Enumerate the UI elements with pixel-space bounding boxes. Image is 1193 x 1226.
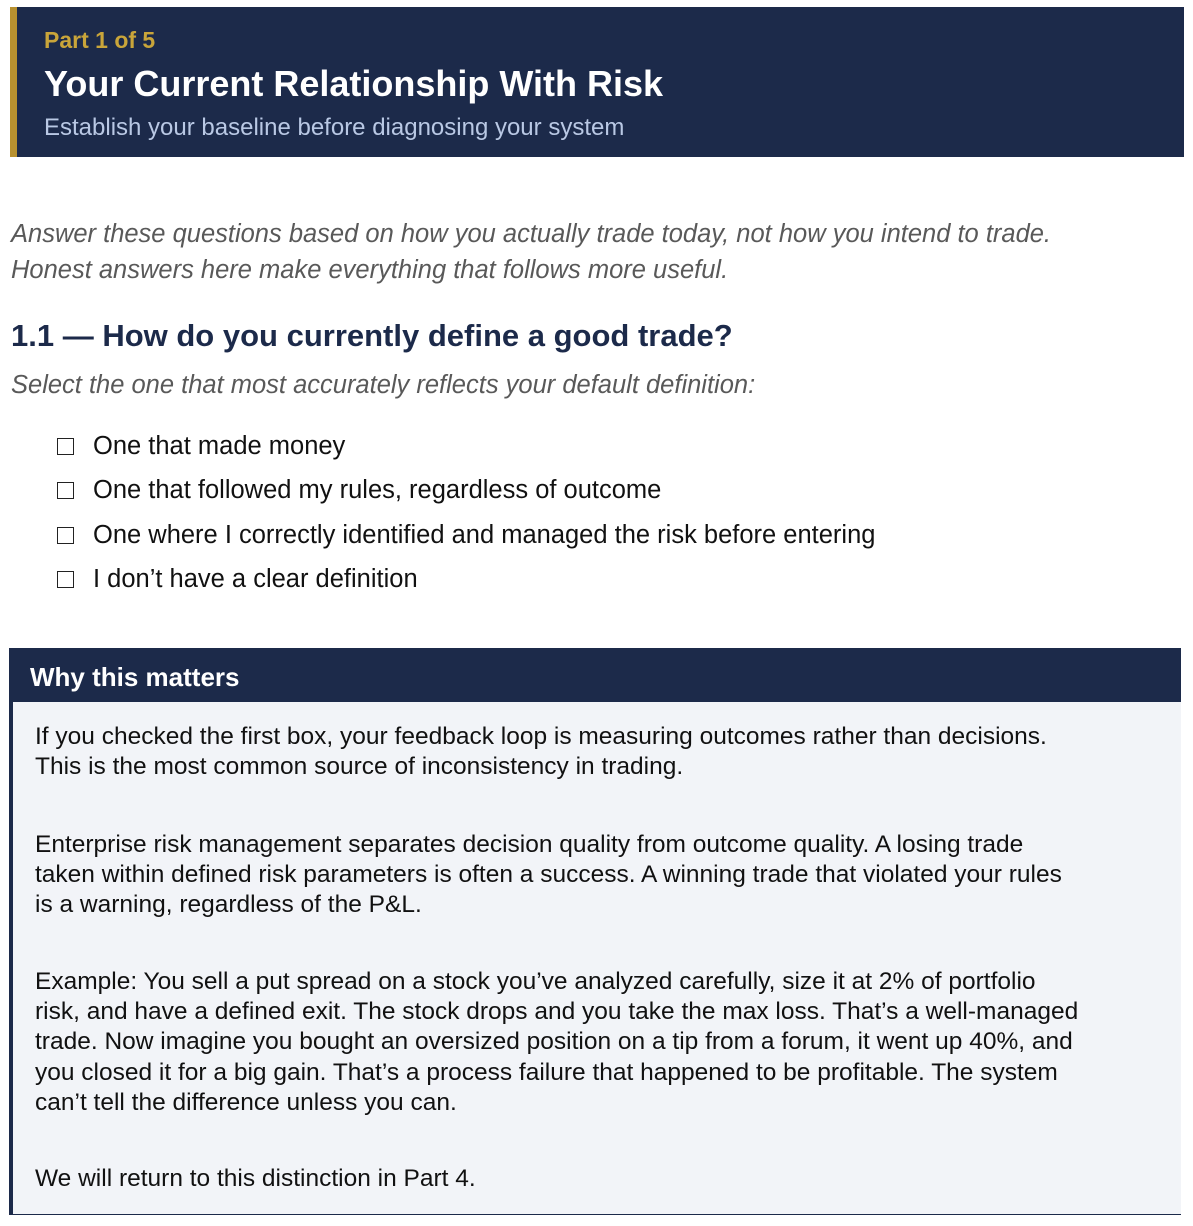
part-label: Part 1 of 5 [44,27,156,53]
intro-text [11,216,1181,288]
callout-paragraph [35,722,1047,782]
option-label: One that made money [93,431,346,460]
question-title: 1.1 — How do you currently define a good trade? [11,318,733,353]
callout-line: can’t tell the difference unless you can. [35,1088,457,1116]
callout-line: you closed it for a big gain. That’s a process failure that happened to be profitable. The system [35,1058,1058,1086]
option-label: I don’t have a clear definition [93,565,418,594]
option-label: One where I correctly identified and managed the risk before entering [93,520,876,549]
callout-line: Enterprise risk management separates decision quality from outcome quality. A losing trade [35,831,1024,858]
option-made-money[interactable] [57,424,875,469]
checkbox-icon[interactable] [57,571,74,588]
option-managed-risk[interactable] [57,513,875,558]
callout-line: This is the most common source of inconsistency in trading. [35,753,684,781]
callout-line: taken within defined risk parameters is often a success. A winning trade that violated your rules [35,861,1062,889]
checkbox-icon[interactable] [57,438,74,455]
callout-paragraph [35,830,1062,921]
callout-paragraph [35,1164,476,1194]
callout-line: We will return to this distinction in Part 4. [35,1165,476,1192]
option-followed-rules[interactable] [57,469,875,514]
callout-line: If you checked the first box, your feedback loop is measuring outcomes rather than decisions. [35,723,1047,750]
callout-line: is a warning, regardless of the P&L. [35,891,422,919]
callout-line: trade. Now imagine you bought an oversized position on a tip from a forum, it went up 40%, and [35,1028,1073,1056]
page-title: Your Current Relationship With Risk [44,63,664,104]
callout-line: Example: You sell a put spread on a stock you’ve analyzed carefully, size it at 2% of portfolio [35,968,1036,995]
part-header [10,7,1184,157]
why-this-matters-callout [9,648,1181,1218]
callout-header [9,648,1181,702]
option-no-definition[interactable] [57,558,875,603]
checkbox-icon[interactable] [57,527,74,544]
callout-body [9,702,1181,1215]
page-subtitle: Establish your baseline before diagnosing your system [44,114,625,141]
question-instruction: Select the one that most accurately reflects your default definition: [11,371,756,399]
callout-line: risk, and have a defined exit. The stock drops and you take the max loss. That’s a well-managed [35,998,1079,1026]
answer-options [57,424,875,602]
callout-paragraph [35,967,1078,1118]
checkbox-icon[interactable] [57,482,74,499]
intro-line: Honest answers here make everything that follows more useful. [11,256,729,284]
intro-line: Answer these questions based on how you actually trade today, not how you intend to trade. [11,220,1052,248]
callout-title: Why this matters [30,662,240,692]
option-label: One that followed my rules, regardless of outcome [93,476,662,505]
